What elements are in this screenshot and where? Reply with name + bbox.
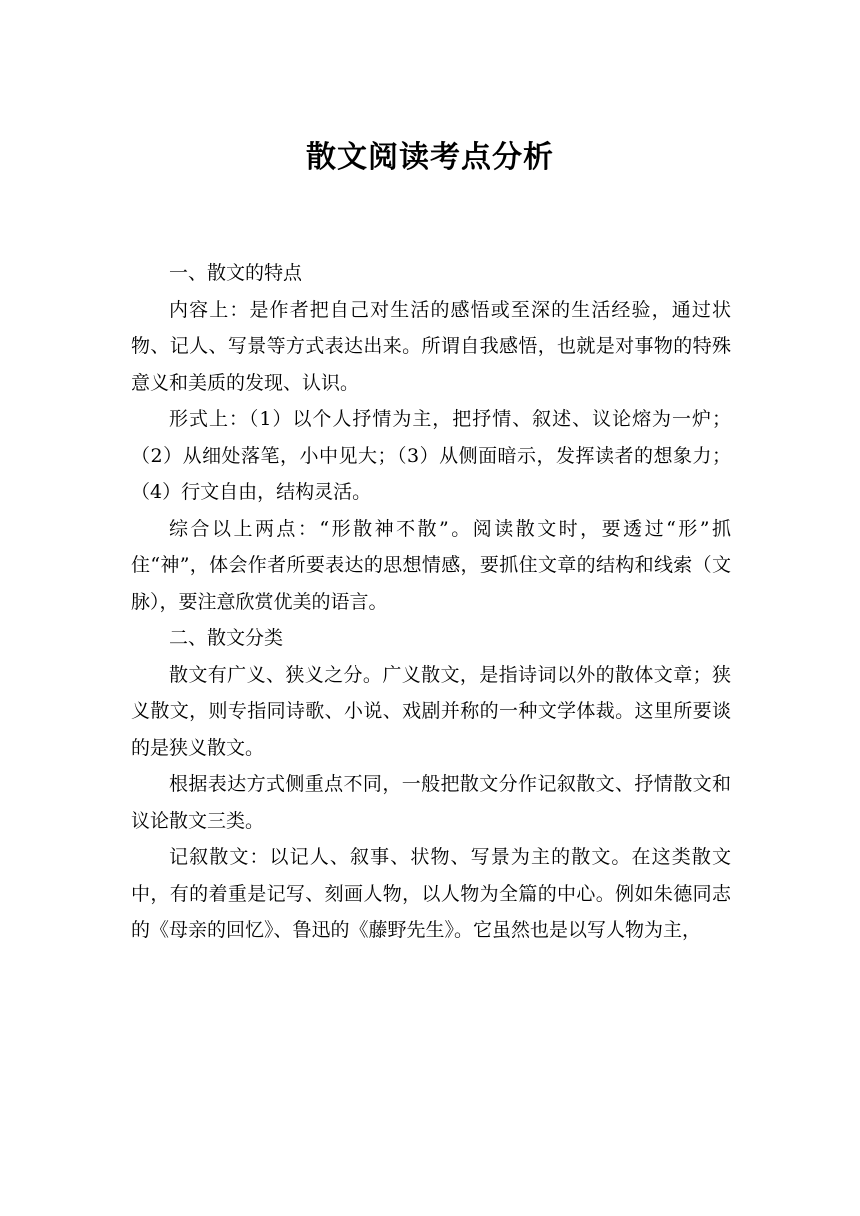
paragraph-content: 内容上：是作者把自己对生活的感悟或至深的生活经验，通过状物、记人、写景等方式表达出来。所谓自我感悟，也就是对事物的特殊意义和美质的发现、认识。 xyxy=(131,298,731,394)
paragraph-summary: 综合以上两点：“形散神不散”。阅读散文时，要透过“形”抓住“神”，体会作者所要表达的思想情感，要抓住文章的结构和线索（文脉），要注意欣赏优美的语言。 xyxy=(131,517,731,613)
page-title: 散文阅读考点分析 xyxy=(306,140,554,175)
paragraph-narrative-prose: 记叙散文：以记人、叙事、状物、写景为主的散文。在这类散文中，有的着重是记写、刻画人物，以人物为全篇的中心。例如朱德同志的《母亲的回忆》、鲁迅的《藤野先生》。它虽然也是以写人物为主， xyxy=(131,846,731,941)
section-heading-features: 一、散文的特点 xyxy=(169,262,303,284)
document-body xyxy=(131,255,731,949)
paragraph-form: 形式上：（1）以个人抒情为主，把抒情、叙述、议论熔为一炉；（2）从细处落笔，小中见大；（3）从侧面暗示，发挥读者的想象力；（4）行文自由，结构灵活。 xyxy=(131,408,731,503)
section-heading-categories: 二、散文分类 xyxy=(169,627,284,649)
paragraph-broad-narrow: 散文有广义、狭义之分。广义散文，是指诗词以外的散体文章；狭义散文，则专指同诗歌、小说、戏剧并称的一种文学体裁。这里所要谈的是狭义散文。 xyxy=(131,663,731,759)
paragraph-three-types: 根据表达方式侧重点不同，一般把散文分作记叙散文、抒情散文和议论散文三类。 xyxy=(131,773,731,832)
